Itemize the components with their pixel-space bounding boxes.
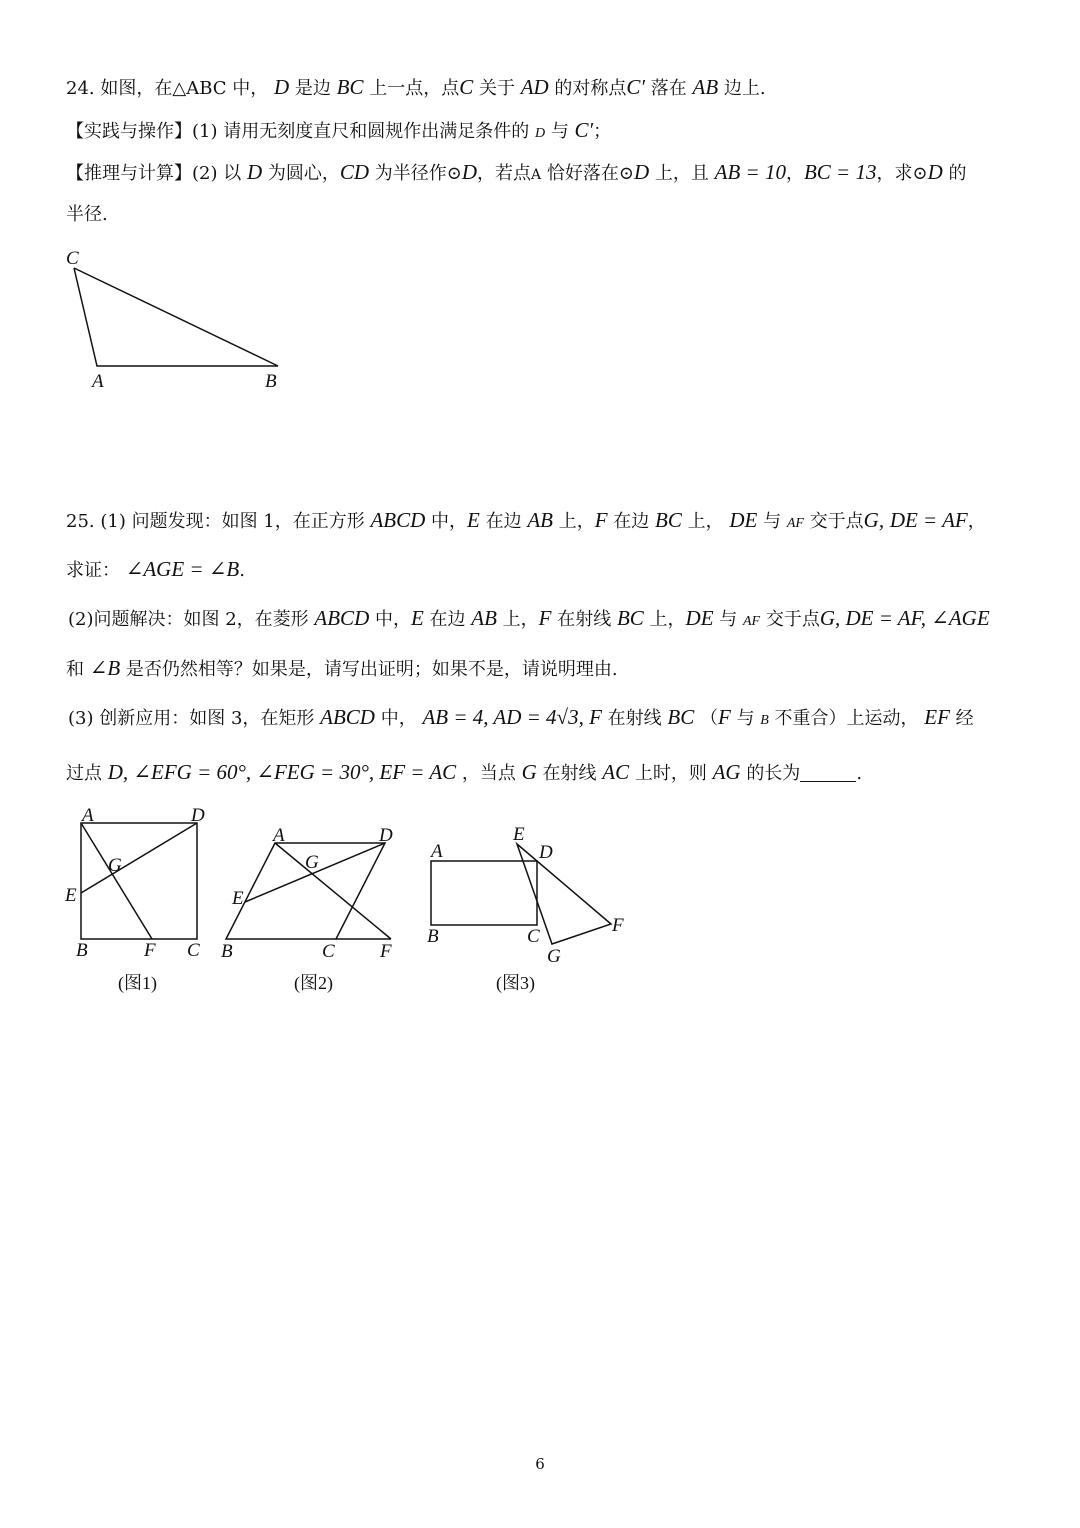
label-c: C xyxy=(187,940,200,961)
q25-figure-2 xyxy=(215,815,410,1000)
q24-line-4: 半径. xyxy=(66,204,108,225)
label-e: E xyxy=(513,824,525,845)
segment-de xyxy=(81,823,197,893)
label-e: E xyxy=(232,888,244,909)
label-g: G xyxy=(108,855,122,876)
square-abcd xyxy=(81,823,197,939)
q25-line-3: (2)问题解决：如图 2，在菱形 ABCD 中，E 在边 AB 上，F 在射线 BC 上，DE 与 AF 交于点G, DE = AF, ∠AGE xyxy=(68,606,990,630)
q24-line-3: 【推理与计算】(2) 以 D 为圆心，CD 为半径作⊙D，若点A 恰好落在⊙D 上，且 AB = 10，BC = 13，求⊙D 的 xyxy=(66,160,967,184)
label-b: B xyxy=(76,940,88,961)
triangle-abc xyxy=(74,268,278,366)
label-b: B xyxy=(427,926,439,947)
label-g: G xyxy=(305,852,319,873)
label-c: C xyxy=(66,248,79,269)
label-g: G xyxy=(547,946,561,967)
q24-line-2: 【实践与操作】(1) 请用无刻度直尺和圆规作出满足条件的 D 与 C′； xyxy=(66,118,612,142)
label-c: C xyxy=(322,941,335,962)
q25-figure-3 xyxy=(420,820,635,1000)
label-d: D xyxy=(379,825,393,846)
label-f: F xyxy=(144,940,156,961)
segment-af xyxy=(275,843,391,939)
q25-line-5: (3) 创新应用：如图 3，在矩形 ABCD 中， AB = 4, AD = 4√3, F 在射线 BC （F 与 B 不重合）上运动， EF 经 xyxy=(68,705,974,729)
q25-figure-1 xyxy=(60,800,220,1000)
label-f: F xyxy=(612,915,624,936)
label-a: A xyxy=(82,805,94,826)
label-c: C xyxy=(527,926,540,947)
label-d: D xyxy=(539,842,553,863)
label-b: B xyxy=(265,371,277,392)
label-a: A xyxy=(92,371,104,392)
label-d: D xyxy=(191,805,205,826)
label-a: A xyxy=(431,841,443,862)
page-number: 6 xyxy=(535,1455,545,1473)
q24-triangle-figure xyxy=(60,245,300,395)
q25-line-1: 25. (1) 问题发现：如图 1，在正方形 ABCD 中，E 在边 AB 上，F 在边 BC 上， DE 与 AF 交于点G, DE = AF， xyxy=(66,508,986,532)
segment-af xyxy=(81,823,152,939)
label-f: F xyxy=(380,941,392,962)
label-e: E xyxy=(65,885,77,906)
answer-blank[interactable] xyxy=(800,763,856,782)
q25-line-2: 求证： ∠AGE = ∠B. xyxy=(66,557,245,581)
q24-line-1: 24. 如图，在△ABC 中， D 是边 BC 上一点，点C 关于 AD 的对称点C′ 落在 AB 边上. xyxy=(66,75,766,99)
figure-3-caption: (图3) xyxy=(496,973,535,993)
q25-line-6: 过点 D, ∠EFG = 60°, ∠FEG = 30°, EF = AC ，当点 G 在射线 AC 上时，则 AG 的长为 . xyxy=(66,760,863,784)
figure-1-caption: (图1) xyxy=(118,973,157,993)
label-b: B xyxy=(221,941,233,962)
label-a: A xyxy=(273,825,285,846)
rectangle-abcd xyxy=(431,861,537,925)
figure-2-caption: (图2) xyxy=(294,973,333,993)
q25-line-4: 和 ∠B 是否仍然相等？如果是，请写出证明；如果不是，请说明理由. xyxy=(66,656,618,680)
